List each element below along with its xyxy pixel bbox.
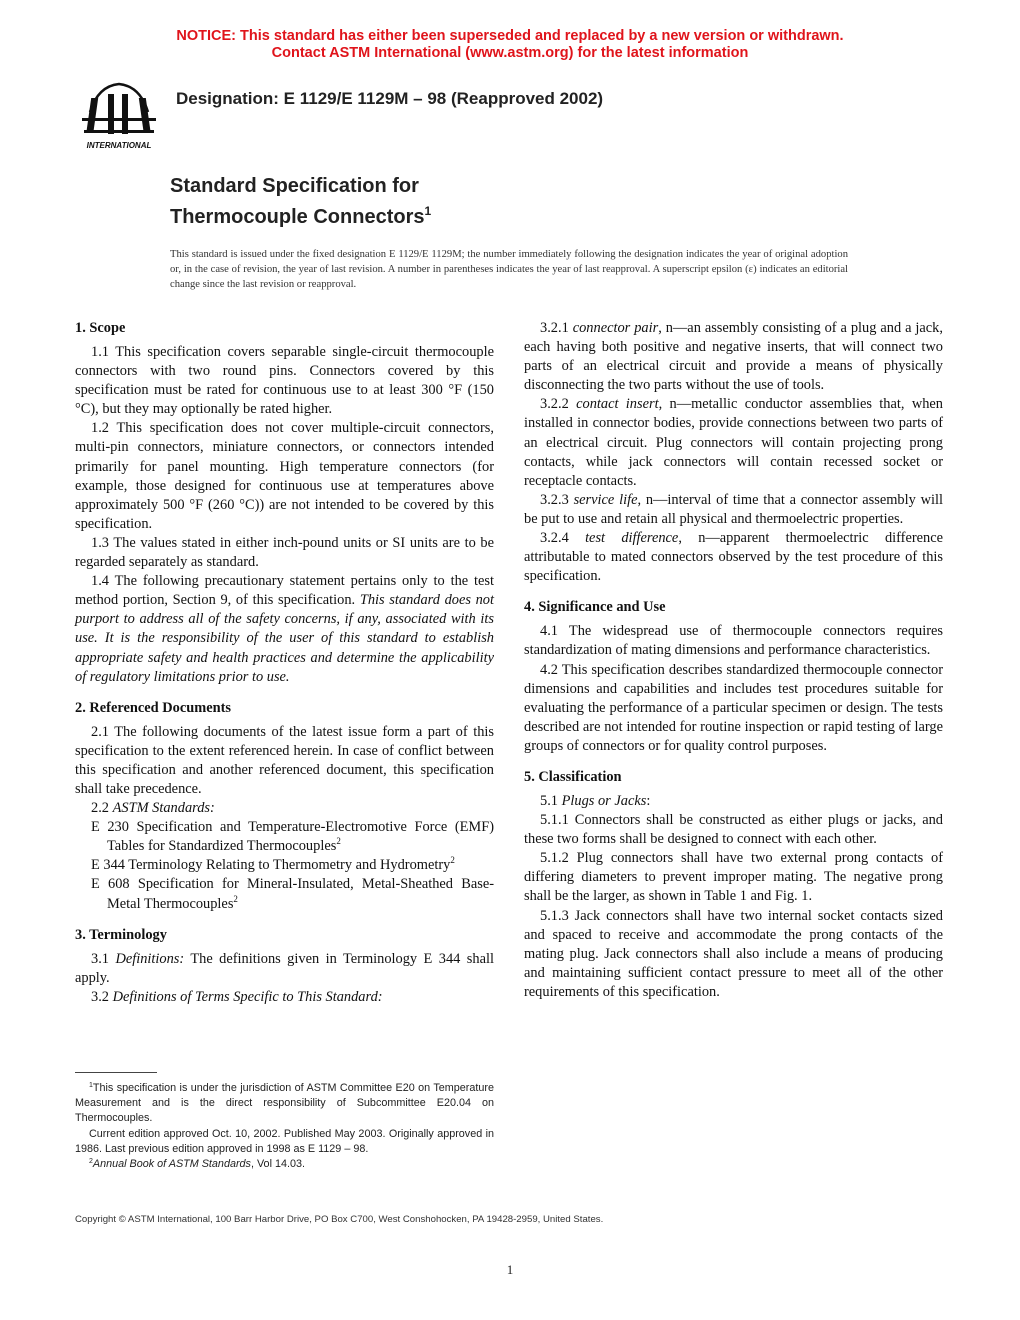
reference-e230 — [75, 818, 494, 856]
para-1-2: 1.2 This specification does not cover multiple-circuit connectors, multi-pin connectors, miniature connectors, or connectors intended primarily for panel mounting. High temperature connectors (for example, those designed for continuous use at temperatures above approximately 500 °F (260 °C)) are not intended to be covered by this specification. — [75, 420, 494, 532]
section-4-heading: 4. Significance and Use — [524, 599, 666, 616]
right-column — [524, 319, 943, 1002]
section-1-heading: 1. Scope — [75, 320, 126, 336]
para-2-2 — [75, 799, 494, 818]
footnote-2 — [75, 1157, 494, 1172]
reference-e344-text: E 344 Terminology Relating to Thermometry and Hydrometry — [91, 857, 451, 874]
logo-subtext: INTERNATIONAL — [86, 141, 152, 150]
para-2-2-num: 2.2 — [91, 800, 113, 817]
definition-contact-insert — [524, 395, 943, 490]
footnote-1-mark: 1 — [89, 1082, 93, 1089]
notice-line-2: Contact ASTM International (www.astm.org) for the latest information — [271, 45, 749, 61]
astm-logo — [76, 78, 162, 152]
para-5-1-3: 5.1.3 Jack connectors shall have two internal socket contacts sized and spaced to receive and accommodate the prong contacts of the mating plug. Jack connectors shall also include a means of producing and maintaining sufficient contact pressure to meet all of the other requirements of this specification. — [524, 907, 943, 1000]
term-service-life: service life — [573, 491, 638, 508]
designation: Designation: E 1129/E 1129M – 98 (Reapproved 2002) — [176, 89, 604, 108]
footnote-2-mark: 2 — [89, 1158, 93, 1166]
para-5-1-end: : — [646, 792, 651, 809]
safety-statement: This standard does not purport to address all of the safety concerns, if any, associated with its use. It is the responsibility of the user of this standard to establish appropriate safety and health practices and determine the applicability of regulatory limitations prior to use. — [75, 592, 494, 685]
title-text: Thermocouple Connectors — [170, 206, 425, 228]
term-connector-pair: connector pair — [572, 320, 659, 336]
astm-logo-icon — [76, 78, 162, 152]
title-footnote-mark[interactable]: 1 — [424, 204, 432, 218]
d4-num: 3.2.4 — [540, 530, 586, 547]
para-2-1: 2.1 The following documents of the latest issue form a part of this specification to the extent referenced herein. In case of conflict between this specification and another referenced document, this specification shall take precedence. — [75, 723, 494, 797]
definition-service-life — [524, 491, 943, 529]
d3-text: , n—interval of time that a connector assembly will be put to use and retain all physical and thermoelectric properties. — [524, 491, 943, 527]
para-4-2: 4.2 This specification describes standardized thermocouple connector dimensions and capabilities and includes test procedures suitable for evaluating the performance of a particular specimen or design. The tests described are not intended for routine inspection or rapid testing of large groups of connectors or for quality control purposes. — [524, 661, 943, 754]
footnote-mark[interactable]: 2 — [450, 855, 455, 866]
para-5-1-num: 5.1 — [540, 792, 562, 809]
footnote-mark[interactable]: 2 — [336, 836, 341, 847]
issued-note: This standard is issued under the fixed designation E 1129/E 1129M; the number immediately following the designation indicates the year of original adoption or, in the case of revision, the year of last revision. A number in parentheses indicates the year of last reapproval. A superscript epsilon (ε) indicates an editorial change since the last revision or reapproval. — [170, 249, 848, 290]
para-3-1 — [75, 950, 494, 988]
para-3-1-text: The definitions given in Terminology E 344 shall apply. — [75, 950, 494, 986]
left-column — [75, 319, 494, 1007]
d1-text: , n—an assembly consisting of a plug and a jack, each having both positive and negative inserts, that will connect two parts of an electrical circuit and provide a means of physically disconnecting the two parts without the use of tools. — [524, 320, 943, 394]
astm-standards-label: ASTM Standards: — [112, 800, 215, 817]
para-3-2 — [75, 988, 494, 1007]
notice-line-1: NOTICE: This standard has either been superseded and replaced by a new version or withdrawn. — [176, 28, 844, 44]
section-2-heading: 2. Referenced Documents — [75, 699, 231, 716]
page-title — [170, 174, 431, 230]
para-1-4 — [75, 572, 494, 687]
para-5-1-2: 5.1.2 Plug connectors shall have two external prong contacts of differing diameters to prevent improper mating. The negative prong shall be the larger, as shown in Table 1 and Fig. 1. — [524, 850, 943, 905]
definition-connector-pair — [524, 319, 943, 395]
para-1-1: 1.1 This specification covers separable single-circuit thermocouple connectors with two round pins. Connectors covered by this specification must be rated for continuous use to at least 300 °F (150 °C), but they may optionally be rated higher. — [75, 344, 494, 418]
footnote-1-edition: Current edition approved Oct. 10, 2002. Published May 2003. Originally approved in 1986. Last previous edition approved in 1998 as E 1129 – 98. — [75, 1127, 494, 1155]
plugs-or-jacks-label: Plugs or Jacks — [561, 792, 647, 809]
reference-e608-text: E 608 Specification for Mineral-Insulated, Metal-Sheathed Base-Metal Thermocouples — [91, 876, 494, 912]
specific-terms-label: Definitions of Terms Specific to This Standard: — [112, 988, 383, 1005]
withdrawal-notice — [0, 28, 1020, 62]
reference-e344 — [75, 856, 494, 875]
para-3-2-num: 3.2 — [91, 988, 113, 1005]
footnote-1-text: This specification is under the jurisdiction of ASTM Committee E20 on Temperature Measurement and is the direct responsibility of Subcommittee E20.04 on Thermocouples. — [75, 1082, 494, 1125]
para-4-1: 4.1 The widespread use of thermocouple connectors requires standardization of mating dimensions and performance characteristics. — [524, 623, 943, 659]
para-5-1 — [524, 792, 943, 811]
d3-num: 3.2.3 — [540, 491, 574, 508]
footnote-1 — [75, 1081, 494, 1127]
para-1-4-text: 1.4 The following precautionary statement pertains only to the test method portion, Section 9, of this specification. — [75, 573, 494, 609]
d1-num: 3.2.1 — [540, 320, 573, 336]
definition-test-difference — [524, 529, 943, 586]
term-contact-insert: contact insert — [576, 396, 659, 413]
annual-book-title: Annual Book of ASTM Standards — [92, 1158, 251, 1171]
section-3-heading: 3. Terminology — [75, 926, 167, 943]
d4-text: , n—apparent thermoelectric difference attributable to mated connectors observed by the test procedure of this specification. — [524, 530, 944, 585]
reference-e230-text: E 230 Specification and Temperature-Electromotive Force (EMF) Tables for Standardized Thermocouples — [91, 819, 494, 855]
footnotes — [75, 1081, 494, 1172]
title-line-2 — [170, 199, 431, 230]
definitions-label: Definitions: — [115, 950, 185, 967]
section-5-heading: 5. Classification — [524, 768, 622, 785]
d2-num: 3.2.2 — [540, 396, 577, 413]
footnote-mark[interactable]: 2 — [233, 893, 238, 904]
copyright: Copyright © ASTM International, 100 Barr Harbor Drive, PO Box C700, West Conshohocken, PA 19428-2959, United States. — [75, 1214, 604, 1225]
para-3-1-num: 3.1 — [91, 950, 116, 967]
para-1-3: 1.3 The values stated in either inch-pound units or SI units are to be regarded separately as standard. — [75, 534, 494, 571]
title-line-1: Standard Specification for — [170, 175, 419, 197]
reference-e608 — [75, 875, 494, 913]
page-number: 1 — [506, 1262, 514, 1277]
term-test-difference: test difference — [585, 530, 679, 547]
d2-text: , n—metallic conductor assemblies that, when installed in connector bodies, provide connections between two parts of an electrical circuit. Plug connectors will contain projecting prong contacts, while jack connectors will contain recessed socket or receptacle contacts. — [524, 396, 943, 489]
para-5-1-1: 5.1.1 Connectors shall be constructed as either plugs or jacks, and these two forms shall be designed to connect with each other. — [524, 812, 943, 848]
footnote-2-text: , Vol 14.03. — [250, 1158, 305, 1171]
footnote-divider — [75, 1072, 157, 1073]
